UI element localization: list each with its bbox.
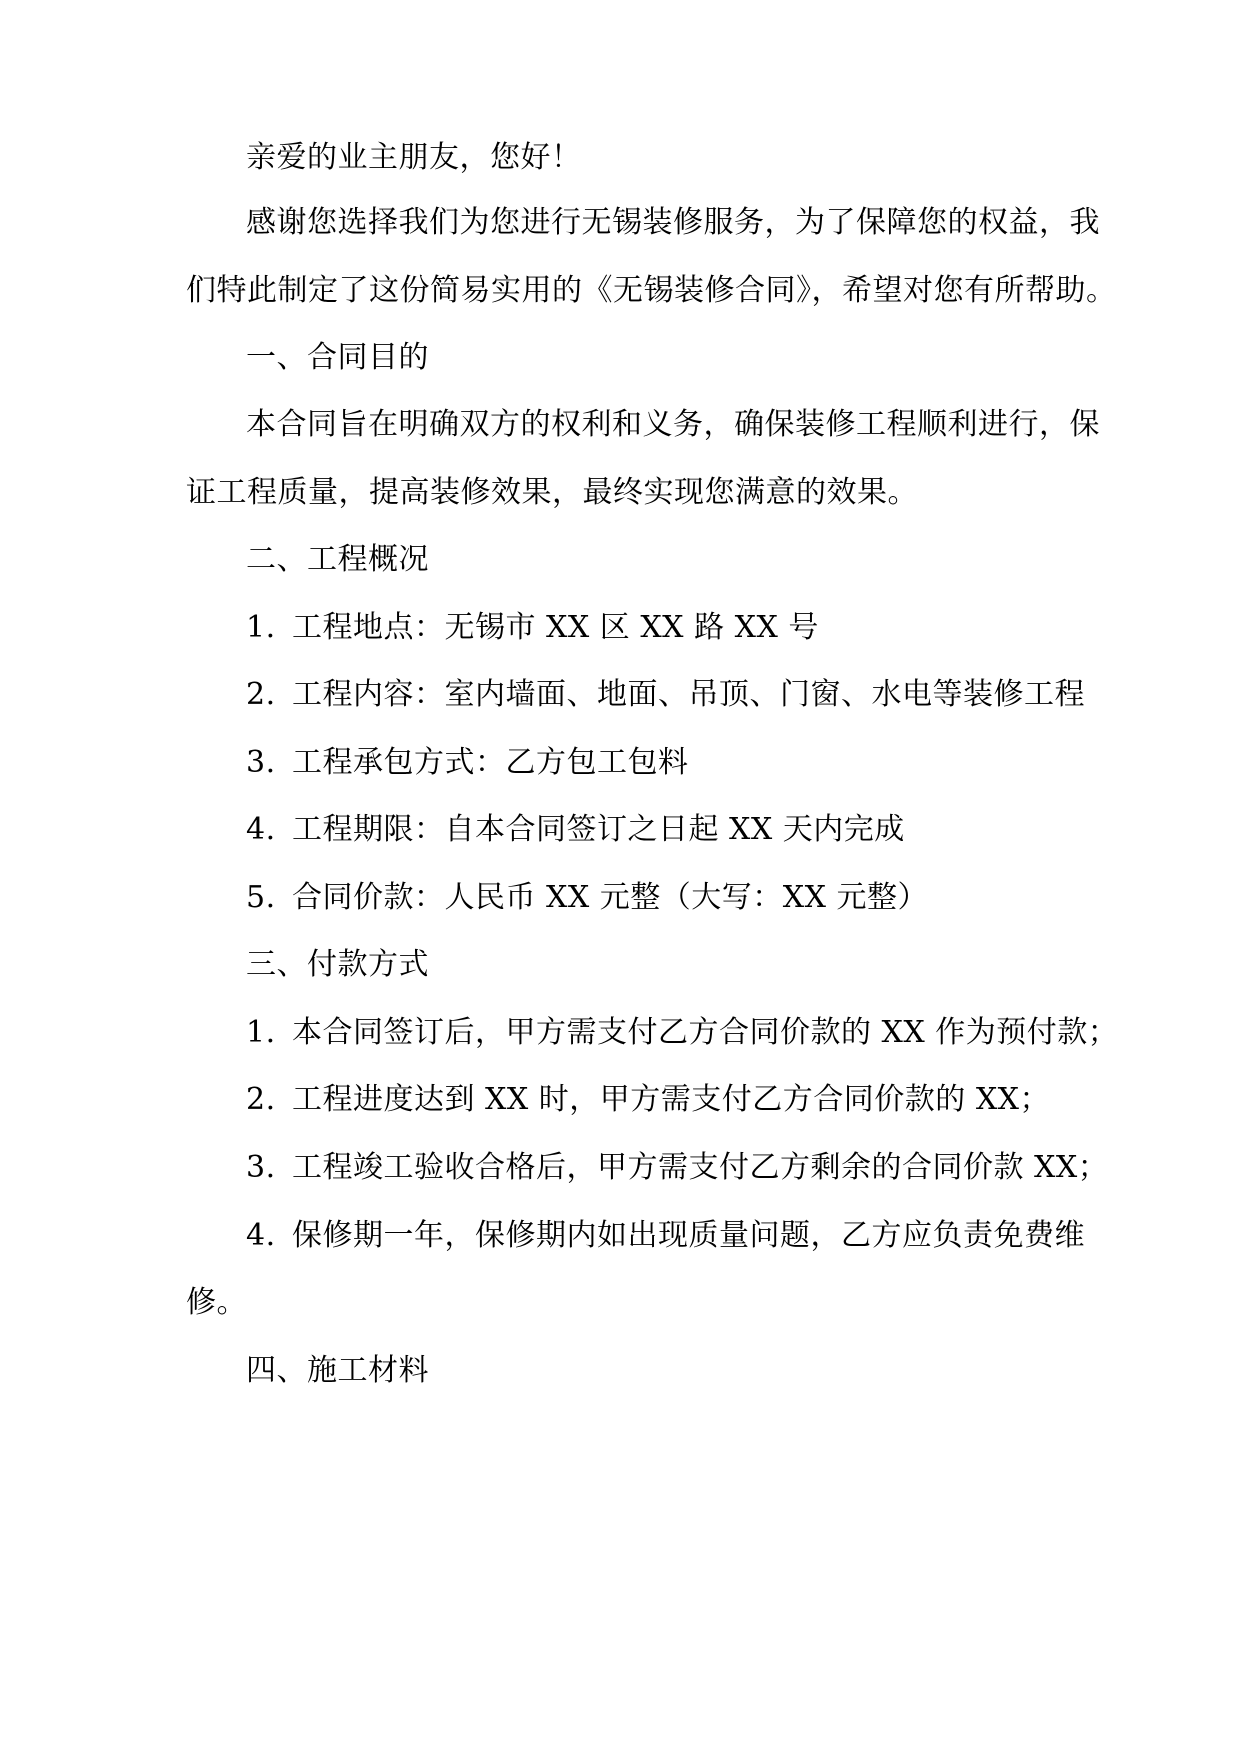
list-item-text: 工程进度达到 XX 时，甲方需支付乙方合同价款的 XX； [292, 1082, 1051, 1117]
section-2-item-4 [246, 810, 1066, 850]
section-3-item-1 [246, 1013, 1119, 1053]
section-1-heading: 一、合同目的 [246, 340, 429, 375]
list-number: 4. [246, 812, 276, 847]
section-2-item-3 [246, 743, 1066, 783]
list-number: 1. [246, 610, 276, 645]
list-item-text: 合同价款：人民币 XX 元整（大写：XX 元整） [292, 880, 929, 915]
list-number: 2. [246, 1082, 276, 1117]
list-item-text: 工程内容：室内墙面、地面、吊顶、门窗、水电等装修工程 [292, 677, 1085, 712]
section-1-body-line-1: 本合同旨在明确双方的权利和义务，确保装修工程顺利进行，保 [246, 407, 1100, 442]
list-number: 2. [246, 677, 276, 712]
list-number: 3. [246, 1150, 276, 1185]
section-3-item-3 [246, 1148, 1109, 1188]
list-number: 5. [246, 880, 276, 915]
section-2-heading: 二、工程概况 [246, 542, 429, 577]
list-number: 1. [246, 1015, 276, 1050]
section-2-item-1 [246, 608, 1066, 648]
section-1-body-line-2: 证工程质量，提高装修效果，最终实现您满意的效果。 [186, 475, 918, 510]
list-item-text: 工程期限：自本合同签订之日起 XX 天内完成 [292, 812, 905, 847]
section-2-item-5 [246, 878, 1066, 918]
greeting: 亲爱的业主朋友，您好！ [246, 140, 582, 175]
list-item-text: 工程竣工验收合格后，甲方需支付乙方剩余的合同价款 XX； [292, 1150, 1109, 1185]
section-3-item-4 [246, 1216, 1085, 1256]
section-3-heading: 三、付款方式 [246, 947, 429, 982]
list-number: 4. [246, 1218, 276, 1253]
intro-paragraph-line-1: 感谢您选择我们为您进行无锡装修服务，为了保障您的权益，我 [246, 205, 1100, 240]
list-item-text: 工程承包方式：乙方包工包料 [292, 745, 689, 780]
section-3-item-4-continuation: 修。 [186, 1285, 247, 1320]
list-item-text: 工程地点：无锡市 XX 区 XX 路 XX 号 [292, 610, 819, 645]
section-2-item-2 [246, 675, 1085, 715]
list-item-text: 本合同签订后，甲方需支付乙方合同价款的 XX 作为预付款； [292, 1015, 1119, 1050]
intro-paragraph-line-2: 们特此制定了这份简易实用的《无锡装修合同》，希望对您有所帮助。 [186, 273, 1117, 308]
list-item-text: 保修期一年，保修期内如出现质量问题，乙方应负责免费维 [292, 1218, 1085, 1253]
list-number: 3. [246, 745, 276, 780]
section-3-item-2 [246, 1080, 1066, 1120]
section-4-heading: 四、施工材料 [246, 1353, 429, 1388]
